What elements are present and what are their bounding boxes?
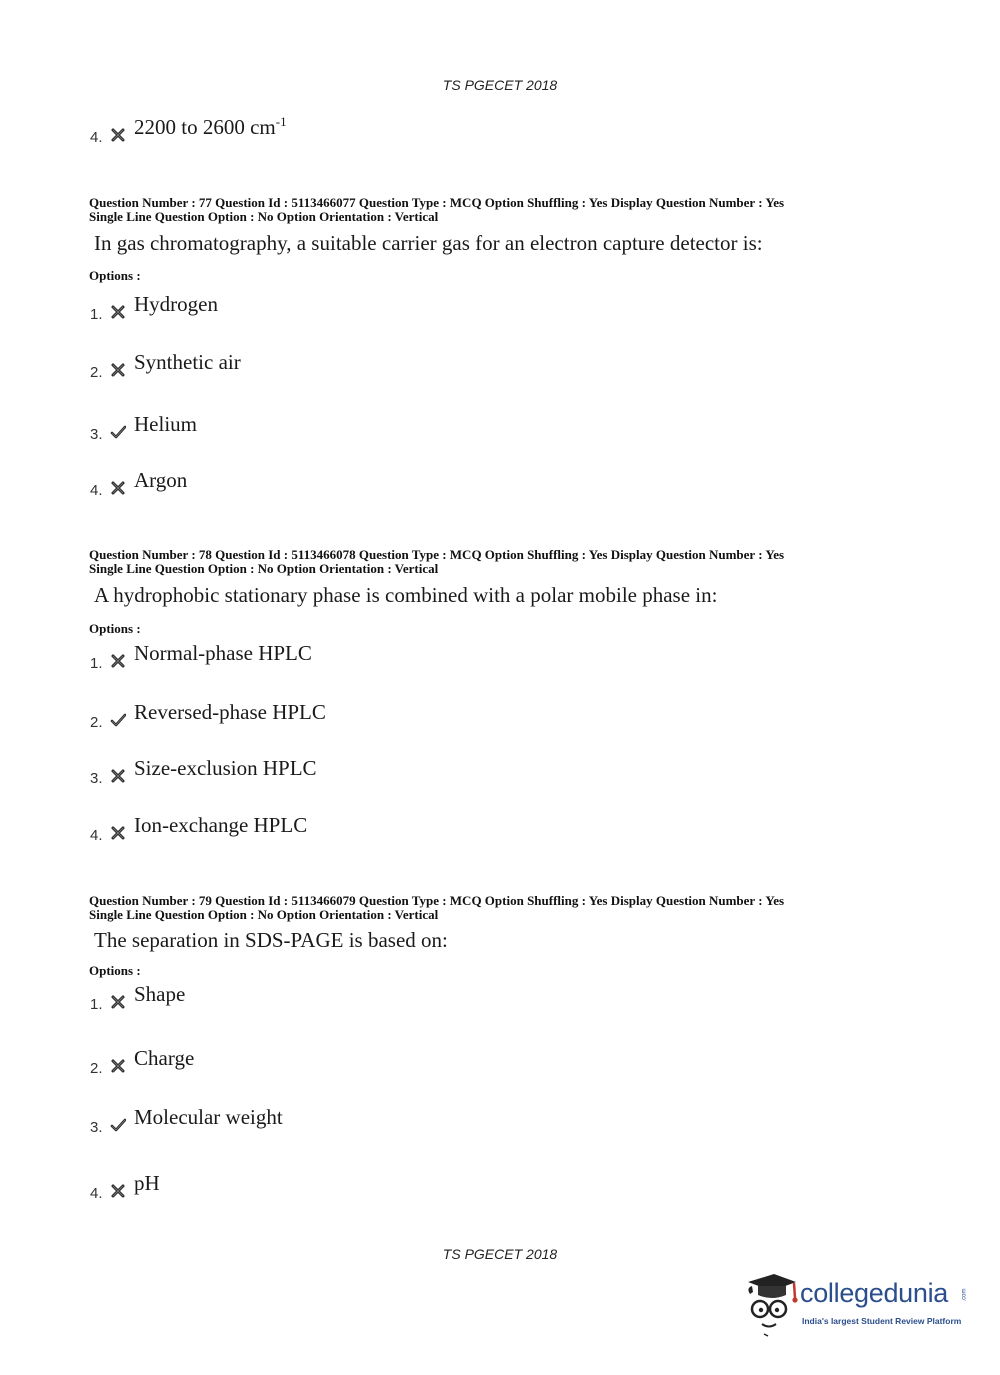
option-text: Size-exclusion HPLC	[134, 756, 317, 780]
option-text: Reversed-phase HPLC	[134, 700, 326, 724]
option-number: 2.	[90, 714, 103, 731]
cross-icon	[110, 127, 126, 143]
page-footer: TS PGECET 2018	[442, 1246, 558, 1262]
question-meta-line-1: Question Number : 79 Question Id : 5113466079 Question Type : MCQ Option Shuffling : Yes Display Question Number : Yes	[89, 893, 785, 908]
cross-icon	[110, 768, 126, 784]
options-label: Options :	[89, 621, 141, 636]
option-text: Molecular weight	[134, 1105, 283, 1129]
option-text: Argon	[134, 468, 188, 492]
question-meta-line-2: Single Line Question Option : No Option Orientation : Vertical	[89, 907, 439, 922]
option-number: 1.	[90, 996, 103, 1013]
option-text: pH	[134, 1171, 160, 1195]
option-number: 4.	[90, 129, 103, 146]
option-number: 3.	[90, 770, 103, 787]
option-text: Synthetic air	[134, 350, 241, 374]
question-meta-line-1: Question Number : 77 Question Id : 5113466077 Question Type : MCQ Option Shuffling : Yes Display Question Number : Yes	[89, 195, 785, 210]
check-icon	[110, 424, 126, 440]
option-text: Shape	[134, 982, 186, 1006]
option-number: 3.	[90, 1119, 103, 1136]
question-text: The separation in SDS-PAGE is based on:	[94, 928, 448, 952]
brand-name: collegedunia	[800, 1278, 949, 1308]
option-text: Charge	[134, 1046, 195, 1070]
check-icon	[110, 1117, 126, 1133]
superscript: -1	[275, 114, 287, 129]
cross-icon	[110, 1058, 126, 1074]
option-text: Normal-phase HPLC	[134, 641, 312, 665]
cross-icon	[110, 653, 126, 669]
question-meta-line-2: Single Line Question Option : No Option Orientation : Vertical	[89, 209, 439, 224]
question-text: In gas chromatography, a suitable carrier gas for an electron capture detector is:	[94, 231, 763, 255]
option-number: 2.	[90, 364, 103, 381]
cross-icon	[110, 480, 126, 496]
option-number: 3.	[90, 426, 103, 443]
option-text: Helium	[134, 412, 197, 436]
question-meta	[89, 196, 909, 224]
cross-icon	[110, 304, 126, 320]
brand-tagline: India's largest Student Review Platform	[802, 1316, 962, 1326]
option-number: 2.	[90, 1060, 103, 1077]
page-header: TS PGECET 2018	[442, 77, 558, 93]
option-text: Ion-exchange HPLC	[134, 813, 308, 837]
cross-icon	[110, 994, 126, 1010]
question-meta-line-1: Question Number : 78 Question Id : 5113466078 Question Type : MCQ Option Shuffling : Yes Display Question Number : Yes	[89, 547, 785, 562]
question-meta-line-2: Single Line Question Option : No Option Orientation : Vertical	[89, 561, 439, 576]
cross-icon	[110, 1183, 126, 1199]
cross-icon	[110, 825, 126, 841]
mascot-icon	[740, 1268, 802, 1338]
option-number: 4.	[90, 1185, 103, 1202]
options-label: Options :	[89, 963, 141, 978]
collegedunia-logo	[740, 1268, 970, 1338]
brand-domain: .com	[961, 1288, 968, 1302]
option-number: 1.	[90, 306, 103, 323]
check-icon	[110, 712, 126, 728]
option-number: 4.	[90, 827, 103, 844]
options-label: Options :	[89, 268, 141, 283]
option-number: 4.	[90, 482, 103, 499]
cross-icon	[110, 362, 126, 378]
option-text: 2200 to 2600 $cm^{-1}$	[134, 114, 287, 139]
question-meta	[89, 894, 909, 922]
option-number: 1.	[90, 655, 103, 672]
question-meta	[89, 548, 909, 576]
question-text: A hydrophobic stationary phase is combined with a polar mobile phase in:	[94, 583, 718, 607]
option-text: Hydrogen	[134, 292, 218, 316]
